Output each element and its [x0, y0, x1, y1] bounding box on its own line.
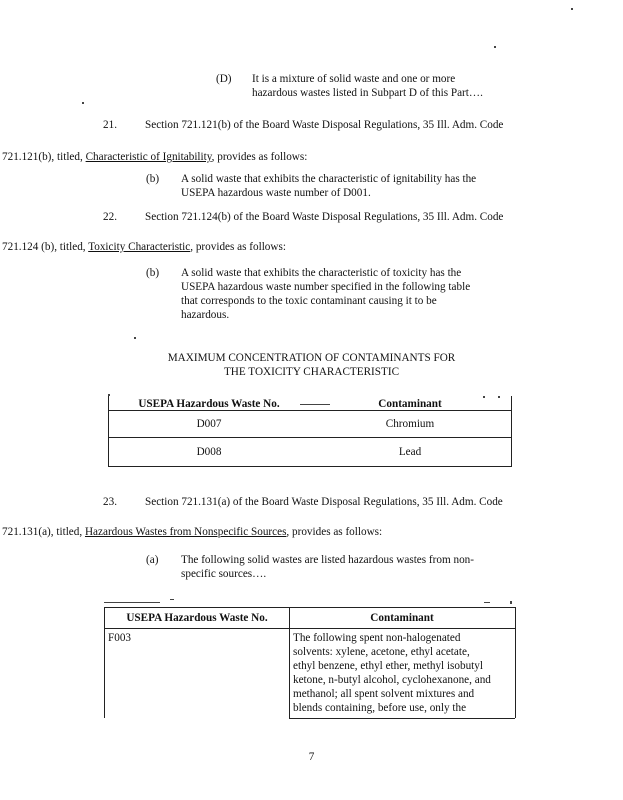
para-23-second-line — [2, 525, 382, 539]
para-21-line-2-post: , provides as follows: — [211, 151, 308, 163]
table-2-desc-line-2: solvents: xylene, acetone, ethyl acetate, — [293, 646, 470, 658]
sub-22-b-line-3: that corresponds to the toxic contaminant causing it to be — [181, 295, 437, 307]
table-2-row-code: F003 — [108, 632, 132, 644]
table-1-header-divider — [109, 410, 511, 411]
sub-22-b-line-4: hazardous. — [181, 309, 230, 321]
table-2-header-waste-no: USEPA Hazardous Waste No. — [126, 612, 268, 624]
table-2-column-divider — [289, 608, 290, 718]
toxicity-table — [108, 396, 512, 467]
sub-21-b-label: (b) — [146, 173, 160, 185]
table-1-title-line-2: THE TOXICITY CHARACTERISTIC — [223, 366, 400, 378]
item-d-label: (D) — [216, 73, 232, 85]
sub-22-b-label: (b) — [146, 267, 160, 279]
para-23-number: 23. — [103, 496, 117, 508]
scan-speck — [108, 394, 110, 396]
scan-speck — [494, 46, 496, 48]
table-1-row-1-code: D007 — [196, 418, 222, 430]
para-22-second-line — [2, 240, 286, 254]
para-23-line-1: Section 721.131(a) of the Board Waste Disposal Regulations, 35 Ill. Adm. Code — [145, 496, 503, 508]
item-d-text — [252, 72, 483, 100]
scan-speck — [300, 404, 330, 405]
scan-speck — [134, 337, 136, 339]
table-1-title — [0, 351, 623, 379]
para-23-title: Hazardous Wastes from Nonspecific Sources — [84, 526, 287, 538]
para-23-first-line — [103, 495, 503, 509]
sub-22-b-line-1: A solid waste that exhibits the characteristic of toxicity has the — [181, 267, 462, 279]
scan-speck — [571, 8, 573, 10]
para-21-number: 21. — [103, 119, 117, 131]
scan-speck — [170, 599, 174, 600]
table-1-row-1-contaminant: Chromium — [385, 418, 435, 430]
table-1-row-2-contaminant: Lead — [398, 446, 422, 458]
table-2-desc-line-3: ethyl benzene, ethyl ether, methyl isobutyl — [293, 660, 483, 672]
page-number: 7 — [308, 751, 315, 763]
item-d-line-1: It is a mixture of solid waste and one or more — [252, 73, 456, 85]
table-1-header-waste-no: USEPA Hazardous Waste No. — [138, 398, 280, 410]
table-2-desc-line-5: methanol; all spent solvent mixtures and — [293, 688, 475, 700]
item-d-line-2: hazardous wastes listed in Subpart D of this Part…. — [252, 87, 483, 99]
para-22-line-2-pre: 721.124 (b), titled, — [2, 241, 89, 253]
para-22-first-line — [103, 210, 503, 224]
para-22-number: 22. — [103, 211, 117, 223]
sub-21-b-text — [181, 172, 476, 200]
table-1-header-contaminant: Contaminant — [378, 398, 442, 410]
para-23-line-2-pre: 721.131(a), titled, — [2, 526, 85, 538]
scan-speck — [498, 396, 500, 398]
table-2-desc-line-1: The following spent non-halogenated — [293, 632, 461, 644]
sub-23-a-text — [181, 553, 474, 581]
para-22-line-2-post: , provides as follows: — [190, 241, 286, 253]
para-21-second-line — [2, 150, 307, 164]
nonspecific-sources-table — [104, 607, 516, 718]
scan-speck — [484, 602, 490, 603]
scan-speck — [510, 601, 512, 604]
para-22-line-1: Section 721.124(b) of the Board Waste Disposal Regulations, 35 Ill. Adm. Code — [145, 211, 504, 223]
table-2-row-description — [293, 631, 491, 715]
table-2-desc-line-6: blends containing, before use, only the — [293, 702, 467, 714]
para-21-line-1: Section 721.121(b) of the Board Waste Disposal Regulations, 35 Ill. Adm. Code — [145, 119, 504, 131]
sub-21-b-line-2: USEPA hazardous waste number of D001. — [181, 187, 371, 199]
sub-21-b-line-1: A solid waste that exhibits the characteristic of ignitability has the — [181, 173, 477, 185]
table-2-bottom-line — [289, 718, 515, 719]
sub-23-a-label: (a) — [146, 554, 159, 566]
sub-23-a-line-2: specific sources…. — [181, 568, 267, 580]
para-23-line-2-post: , provides as follows: — [286, 526, 383, 538]
sub-22-b-text — [181, 266, 470, 322]
scan-speck — [82, 102, 84, 104]
table-1-row-divider — [109, 437, 511, 438]
table-1-title-line-1: MAXIMUM CONCENTRATION OF CONTAMINANTS FOR — [167, 352, 456, 364]
table-2-header-divider — [105, 628, 515, 629]
sub-23-a-line-1: The following solid wastes are listed hazardous wastes from non- — [181, 554, 474, 566]
para-21-title: Characteristic of Ignitability — [85, 151, 212, 163]
para-21-line-2-pre: 721.121(b), titled, — [2, 151, 86, 163]
para-21-first-line — [103, 118, 503, 132]
sub-22-b-line-2: USEPA hazardous waste number specified in the following table — [181, 281, 471, 293]
scan-speck — [104, 602, 160, 603]
scan-speck — [483, 396, 485, 398]
table-1-row-2-code: D008 — [196, 446, 222, 458]
table-2-header-contaminant: Contaminant — [370, 612, 434, 624]
para-22-title: Toxicity Characteristic — [88, 241, 191, 253]
table-2-desc-line-4: ketone, n-butyl alcohol, cyclohexanone, and — [293, 674, 491, 686]
